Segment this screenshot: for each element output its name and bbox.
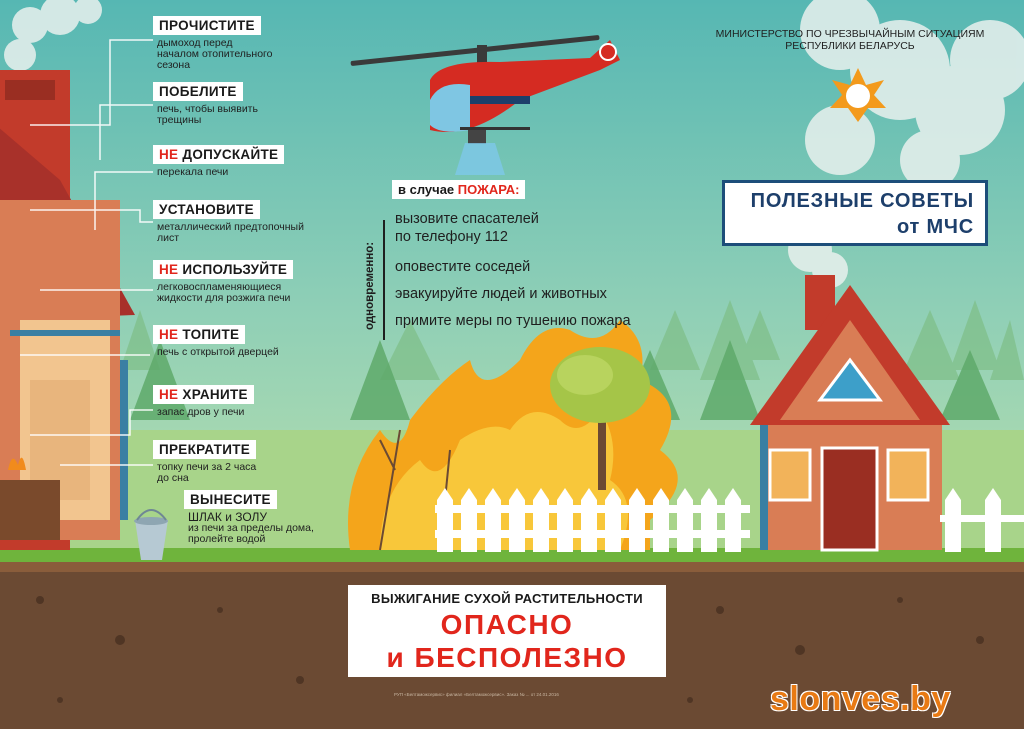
ministry-line: РЕСПУБЛИКИ БЕЛАРУСЬ (785, 40, 915, 52)
warning-title: ВЫЖИГАНИЕ СУХОЙ РАСТИТЕЛЬНОСТИ (371, 591, 643, 606)
tip-title-word: ДОПУСКАЙТЕ (182, 147, 279, 162)
fire-step: вызовите спасателей (395, 211, 539, 227)
tip-title-word: ИСПОЛЬЗУЙТЕ (182, 262, 288, 277)
tip-prefix: НЕ (159, 147, 179, 162)
tip-desc-line: печь, чтобы выявить (157, 103, 258, 115)
tip-title: ПОБЕЛИТЕ (153, 82, 243, 101)
fire-step: по телефону 112 (395, 229, 508, 245)
advice-banner (722, 180, 988, 246)
tip-title: ПРЕКРАТИТЕ (153, 440, 256, 459)
tip-desc-line: пролейте водой (188, 533, 266, 545)
tip-desc (153, 462, 256, 484)
tip-desc-line: дымоход перед (157, 37, 233, 49)
tip-desc (184, 512, 314, 545)
tip-desc-line: легковоспламеняющиеся (157, 281, 282, 293)
ministry-name (700, 28, 1000, 52)
tip-desc (153, 407, 254, 418)
tip-prefix: НЕ (159, 262, 179, 277)
tip-title: УСТАНОВИТЕ (153, 200, 260, 219)
fire-heading-prefix: в случае (398, 182, 455, 197)
tip-desc (153, 104, 258, 126)
tip-desc-line: лист (157, 232, 180, 244)
tip-no-use (153, 260, 293, 304)
tip-title (153, 260, 293, 279)
tip-desc-line: жидкости для розжига печи (157, 292, 291, 304)
tip-no-heat (153, 325, 279, 358)
warning-danger: ОПАСНО (440, 609, 574, 640)
tip-no-overheat (153, 145, 284, 178)
fire-heading-word: ПОЖАРА: (457, 182, 520, 197)
tip-desc (153, 38, 273, 71)
warning-banner (348, 585, 666, 677)
advice-title: ПОЛЕЗНЫЕ СОВЕТЫ (750, 190, 974, 212)
tip-title-word: ХРАНИТЕ (182, 387, 248, 402)
tip-prefix: НЕ (159, 387, 179, 402)
tip-desc (153, 347, 279, 358)
warning-useless: и БЕСПОЛЕЗНО (386, 642, 628, 673)
site-watermark: slonves.by (770, 680, 951, 718)
fire-simultaneous-label: одновременно: (364, 241, 376, 330)
tip-desc-line: до сна (157, 472, 189, 484)
tip-clean (153, 16, 273, 71)
tip-install (153, 200, 304, 244)
tip-desc-line: трещины (157, 114, 202, 126)
tip-desc (153, 167, 284, 178)
tip-title-word: ТОПИТЕ (182, 327, 240, 342)
tip-desc-line: перекала печи (157, 166, 229, 178)
tip-title: ВЫНЕСИТЕ (184, 490, 277, 509)
tip-title (153, 145, 284, 164)
tip-stop (153, 440, 256, 484)
tip-desc-line: из печи за пределы дома, (188, 522, 314, 534)
ministry-line: МИНИСТЕРСТВО ПО ЧРЕЗВЫЧАЙНЫМ СИТУАЦИЯМ (715, 28, 985, 40)
fire-step: эвакуируйте людей и животных (395, 286, 607, 302)
advice-subtitle: от МЧС (896, 216, 974, 238)
tip-whitewash (153, 82, 258, 126)
fire-step: оповестите соседей (395, 259, 531, 275)
fire-heading (392, 180, 525, 199)
tip-prefix: НЕ (159, 327, 179, 342)
tip-desc (153, 282, 293, 304)
tip-title: ПРОЧИСТИТЕ (153, 16, 261, 35)
tip-desc-line: топку печи за 2 часа (157, 461, 257, 473)
tip-desc-line: запас дров у печи (157, 406, 245, 418)
fire-step: примите меры по тушению пожара (395, 313, 631, 329)
tip-no-store (153, 385, 254, 418)
tip-title (153, 385, 254, 404)
tip-desc-line: сезона (157, 59, 191, 71)
fine-print: РУП «Белтаможсервис» филиал «Белтаможсервис». Заказ № ... от 24.01.2016 (394, 692, 559, 697)
tip-desc-line: началом отопительного (157, 48, 273, 60)
tip-desc-line: ШЛАК и ЗОЛУ (188, 510, 268, 524)
tip-desc (153, 222, 304, 244)
tip-desc-line: печь с открытой дверцей (157, 346, 279, 358)
tip-title (153, 325, 245, 344)
tip-desc-line: металлический предтопочный (157, 221, 304, 233)
tip-remove (184, 490, 314, 545)
